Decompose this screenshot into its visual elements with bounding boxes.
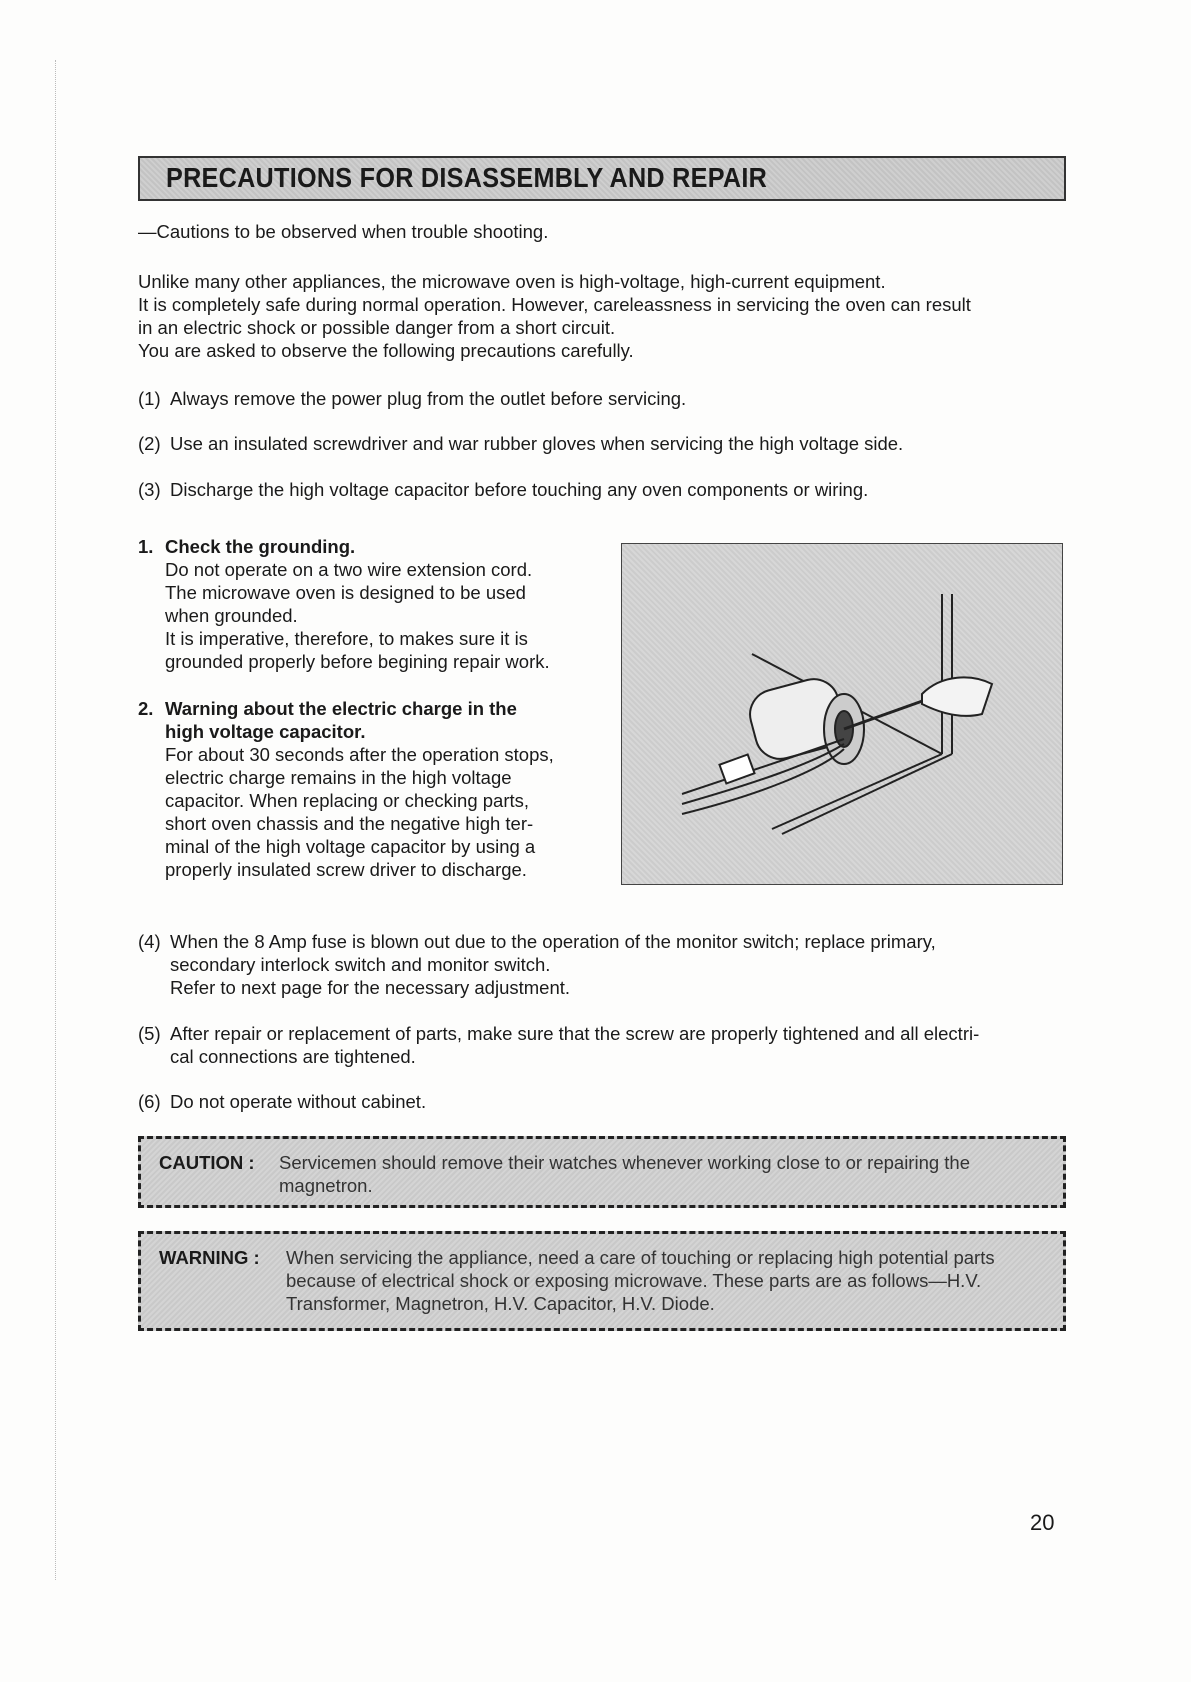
precaution-4 <box>138 930 936 999</box>
item-text: Do not operate without cabinet. <box>170 1091 427 1112</box>
binding-margin <box>55 60 56 1580</box>
section-line: properly insulated screw driver to discharge. <box>165 859 527 880</box>
item-text: Discharge the high voltage capacitor before touching any oven components or wiring. <box>170 479 869 500</box>
section-heading: Check the grounding. <box>165 536 356 557</box>
section-line: It is imperative, therefore, to makes sure it is <box>165 628 528 649</box>
section-line: when grounded. <box>165 605 298 626</box>
item-number: (1) <box>138 388 161 409</box>
item-number: (6) <box>138 1091 161 1112</box>
section-line: The microwave oven is designed to be used <box>165 582 526 603</box>
section-heading: Warning about the electric charge in the <box>165 698 517 719</box>
section-grounding <box>138 535 588 673</box>
precaution-3 <box>138 478 868 501</box>
capacitor-discharge-illustration <box>621 543 1063 885</box>
item-text: secondary interlock switch and monitor switch. <box>170 954 551 975</box>
intro-line: You are asked to observe the following precautions carefully. <box>138 340 634 361</box>
item-text: Always remove the power plug from the outlet before servicing. <box>170 388 687 409</box>
intro-line: Unlike many other appliances, the microwave oven is high-voltage, high-current equipment. <box>138 271 886 292</box>
section-line: minal of the high voltage capacitor by using a <box>165 836 536 857</box>
section-line: For about 30 seconds after the operation stops, <box>165 744 554 765</box>
caution-box <box>138 1136 1066 1208</box>
item-number: (5) <box>138 1023 161 1044</box>
section-line: electric charge remains in the high voltage <box>165 767 512 788</box>
precaution-5 <box>138 1022 979 1068</box>
caution-label: CAUTION : <box>159 1152 255 1173</box>
item-number: (3) <box>138 479 161 500</box>
item-number: (2) <box>138 433 161 454</box>
illustration-drawing <box>622 544 1062 884</box>
precaution-6 <box>138 1090 426 1113</box>
section-line: Do not operate on a two wire extension cord. <box>165 559 533 580</box>
section-number: 2. <box>138 698 154 719</box>
intro-line: It is completely safe during normal operation. However, careleassness in servicing the oven can result <box>138 294 971 315</box>
warning-label: WARNING : <box>159 1247 260 1268</box>
section-line: capacitor. When replacing or checking parts, <box>165 790 530 811</box>
item-text: When the 8 Amp fuse is blown out due to the operation of the monitor switch; replace primary, <box>170 931 936 952</box>
section-heading-cont: high voltage capacitor. <box>165 721 366 742</box>
page-number: 20 <box>1030 1510 1055 1535</box>
title-banner <box>138 156 1066 201</box>
warning-box <box>138 1231 1066 1331</box>
subtitle: —Cautions to be observed when trouble shooting. <box>138 221 549 242</box>
section-capacitor <box>138 697 588 881</box>
caution-text: Servicemen should remove their watches whenever working close to or repairing the magnetron. <box>279 1152 971 1196</box>
item-text: Use an insulated screwdriver and war rubber gloves when servicing the high voltage side. <box>170 433 904 454</box>
item-text: cal connections are tightened. <box>170 1046 416 1067</box>
intro-paragraph <box>138 270 1078 362</box>
intro-line: in an electric shock or possible danger from a short circuit. <box>138 317 616 338</box>
precaution-1 <box>138 387 686 410</box>
precaution-2 <box>138 432 903 455</box>
section-line: grounded properly before begining repair work. <box>165 651 550 672</box>
page-title: PRECAUTIONS FOR DISASSEMBLY AND REPAIR <box>166 162 768 193</box>
item-number: (4) <box>138 931 161 952</box>
section-number: 1. <box>138 536 154 557</box>
warning-text: When servicing the appliance, need a care of touching or replacing high potential parts because of electrical shock or exposing microwave. These parts are as follows—H.V. Transformer, Magnetron, H.V. Capacitor, H.V. Diode. <box>286 1247 995 1314</box>
item-text: After repair or replacement of parts, make sure that the screw are properly tightened and all electri- <box>170 1023 980 1044</box>
item-text: Refer to next page for the necessary adjustment. <box>170 977 571 998</box>
section-line: short oven chassis and the negative high ter- <box>165 813 534 834</box>
